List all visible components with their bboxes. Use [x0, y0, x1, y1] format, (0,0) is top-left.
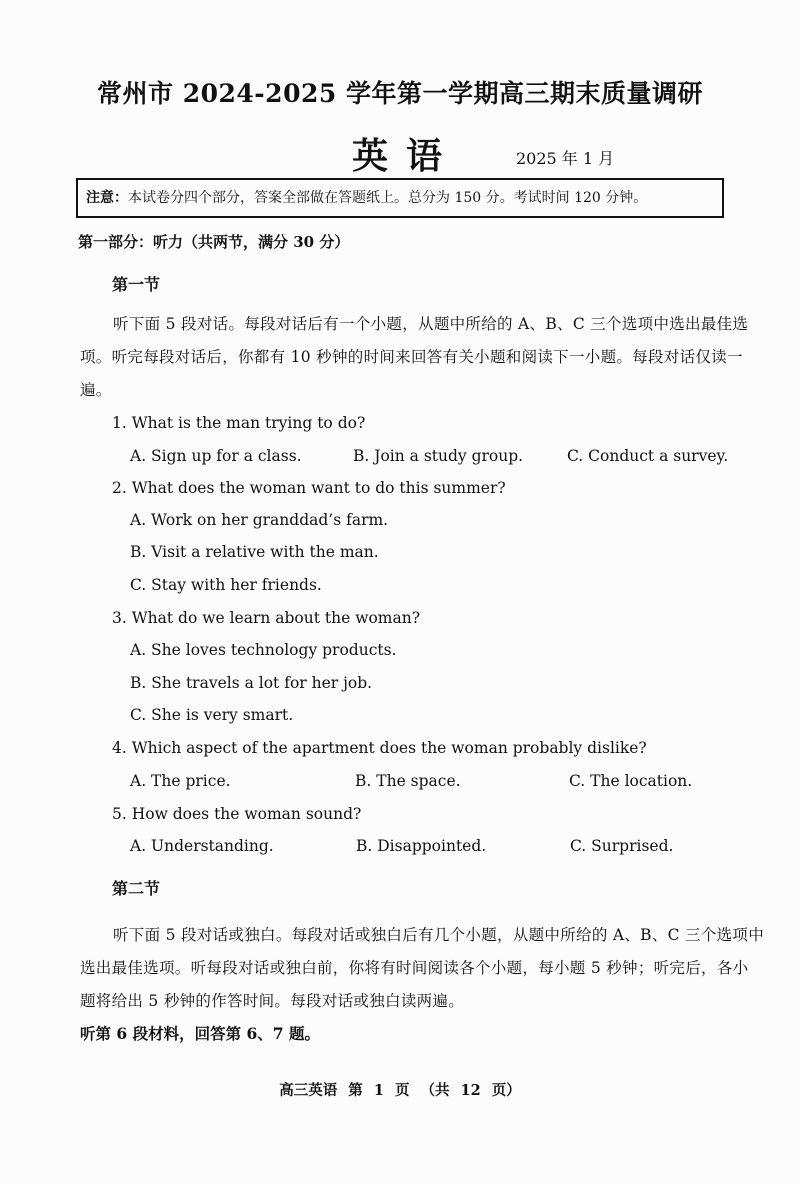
question-4-option-b: B. The space.	[355, 772, 461, 790]
notice-box	[76, 178, 724, 218]
question-1-option-a: A. Sign up for a class.	[130, 447, 302, 465]
question-3-option-a: A. She loves technology products.	[130, 641, 397, 659]
question-3-option-b: B. She travels a lot for her job.	[130, 674, 373, 692]
material-6-note: 听第 6 段材料，回答第 6、7 题。	[80, 1024, 320, 1043]
question-1-option-b: B. Join a study group.	[353, 447, 524, 465]
question-2-option-c: C. Stay with her friends.	[130, 576, 322, 594]
question-5-option-c: C. Surprised.	[570, 837, 674, 855]
question-2-option-a: A. Work on her granddad’s farm.	[130, 511, 389, 529]
question-2-option-b: B. Visit a relative with the man.	[130, 543, 379, 561]
subject-heading: 英语	[352, 135, 461, 177]
question-4-option-a: A. The price.	[130, 772, 231, 790]
section2-instructions: 听下面 5 段对话或独白。每段对话或独白后有几个小题，从题中所给的 A、B、C 三个选项中选出最佳选项。听每段对话或独白前，你将有时间阅读各个小题，每小题 5 秒钟；听完后，各小题将给出 5 秒钟的作答时间。每段对话或独白读两遍。	[80, 926, 765, 1010]
question-4-option-c: C. The location.	[569, 772, 693, 790]
question-1-stem: 1. What is the man trying to do?	[112, 414, 366, 432]
section1-heading: 第一节	[112, 275, 161, 294]
notice-label: 注意：	[86, 190, 128, 206]
question-5-option-b: B. Disappointed.	[356, 837, 487, 855]
part1-heading: 第一部分：听力（共两节，满分 30 分）	[78, 233, 350, 251]
subject-row	[0, 128, 800, 177]
question-5-stem: 5. How does the woman sound?	[112, 805, 362, 823]
question-2-stem: 2. What does the woman want to do this summer?	[112, 479, 506, 497]
exam-title: 常州市 2024-2025 学年第一学期高三期末质量调研	[97, 79, 703, 108]
question-3-option-c: C. She is very smart.	[130, 706, 294, 724]
page-footer: 高三英语 第 1 页 （共 12 页）	[279, 1082, 521, 1099]
notice-text: 本试卷分四个部分，答案全部做在答题纸上。总分为 150 分。考试时间 120 分钟。	[128, 190, 648, 206]
question-1-option-c: C. Conduct a survey.	[567, 447, 729, 465]
question-3-stem: 3. What do we learn about the woman?	[112, 609, 421, 627]
section2-heading: 第二节	[112, 879, 161, 898]
question-5-option-a: A. Understanding.	[130, 837, 274, 855]
exam-date: 2025 年 1 月	[516, 149, 615, 168]
question-4-stem: 4. Which aspect of the apartment does the woman probably dislike?	[112, 739, 647, 757]
section1-instructions: 听下面 5 段对话。每段对话后有一个小题，从题中所给的 A、B、C 三个选项中选出最佳选项。听完每段对话后，你都有 10 秒钟的时间来回答有关小题和阅读下一小题。每段对话仅读一遍。	[80, 315, 749, 399]
